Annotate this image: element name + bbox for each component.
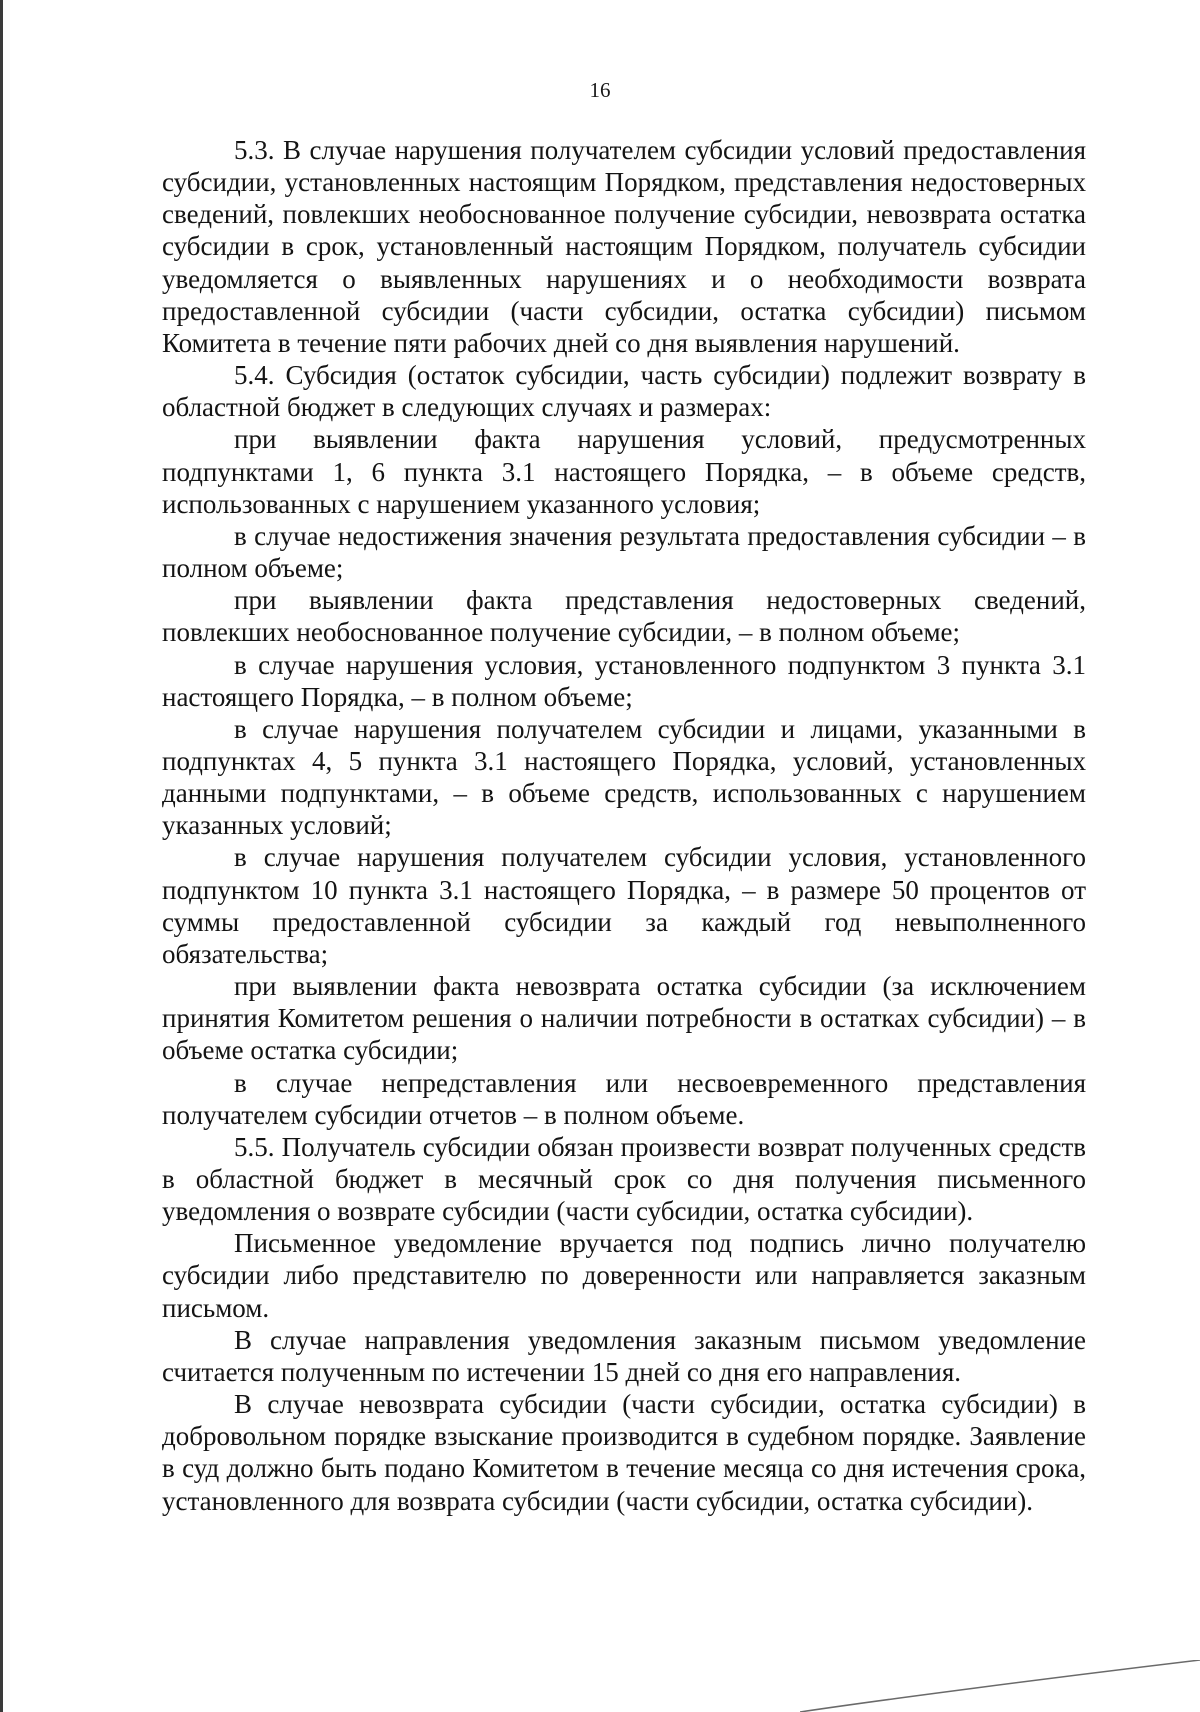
document-body [162,134,1086,1517]
paragraph-5-4: 5.4. Субсидия (остаток субсидии, часть субсидии) подлежит возврату в областной бюджет в следующих случаях и размерах: [162,360,1086,423]
case-item: при выявлении факта нарушения условий, предусмотренных подпунктами 1, 6 пункта 3.1 настоящего Порядка, – в объеме средств, использованных с нарушением указанного условия; [162,424,1086,519]
case-item: в случае нарушения получателем субсидии условия, установленного подпунктом 10 пункта 3.1 настоящего Порядка, – в размере 50 процентов от суммы предоставленной субсидии за каждый год невыполненного обязательства; [162,842,1086,969]
scan-left-edge [0,0,3,1712]
case-item: в случае нарушения условия, установленного подпунктом 3 пункта 3.1 настоящего Порядка, – в полном объеме; [162,649,1086,712]
paragraph-5-3: 5.3. В случае нарушения получателем субсидии условий предоставления субсидии, установленных настоящим Порядком, представления недостоверных сведений, повлекших необоснованное получение субсидии, невозврата остатка субсидии в срок, установленный настоящим Порядком, получатель субсидии уведомляется о выявленных нарушениях и о необходимости возврата предоставленной субсидии (части субсидии, остатка субсидии) письмом Комитета в течение пяти рабочих дней со дня выявления нарушений. [162,135,1086,358]
case-item: в случае нарушения получателем субсидии и лицами, указанными в подпунктах 4, 5 пункта 3.1 настоящего Порядка, условий, установленных данными подпунктами, – в объеме средств, использованных с нарушением указанных условий; [162,713,1086,841]
page-corner-curl [800,1660,1200,1712]
case-item: в случае недостижения значения результата предоставления субсидии – в полном объеме; [162,520,1086,584]
paragraph: В случае направления уведомления заказным письмом уведомление считается полученным по истечении 15 дней со дня его направления. [162,1324,1086,1387]
case-item: в случае непредставления или несвоевременного представления получателем субсидии отчетов – в полном объеме. [162,1067,1086,1130]
case-item: при выявлении факта невозврата остатка субсидии (за исключением принятия Комитетом решения о наличии потребности в остатках субсидии) – в объеме остатка субсидии; [162,971,1086,1066]
paragraph-5-5: 5.5. Получатель субсидии обязан произвести возврат полученных средств в областной бюджет в месячный срок со дня получения письменного уведомления о возврате субсидии (части субсидии, остатка субсидии). [162,1131,1086,1227]
page-number: 16 [589,78,611,102]
paragraph: Письменное уведомление вручается под подпись лично получателю субсидии либо представителю по доверенности или направляется заказным письмом. [162,1228,1086,1323]
case-item: при выявлении факта представления недостоверных сведений, повлекших необоснованное получение субсидии, – в полном объеме; [162,585,1086,648]
paragraph: В случае невозврата субсидии (части субсидии, остатка субсидии) в добровольном порядке взыскание производится в судебном порядке. Заявление в суд должно быть подано Комитетом в течение месяца со дня истечения срока, установленного для возврата субсидии (части субсидии, остатка субсидии). [162,1389,1086,1516]
